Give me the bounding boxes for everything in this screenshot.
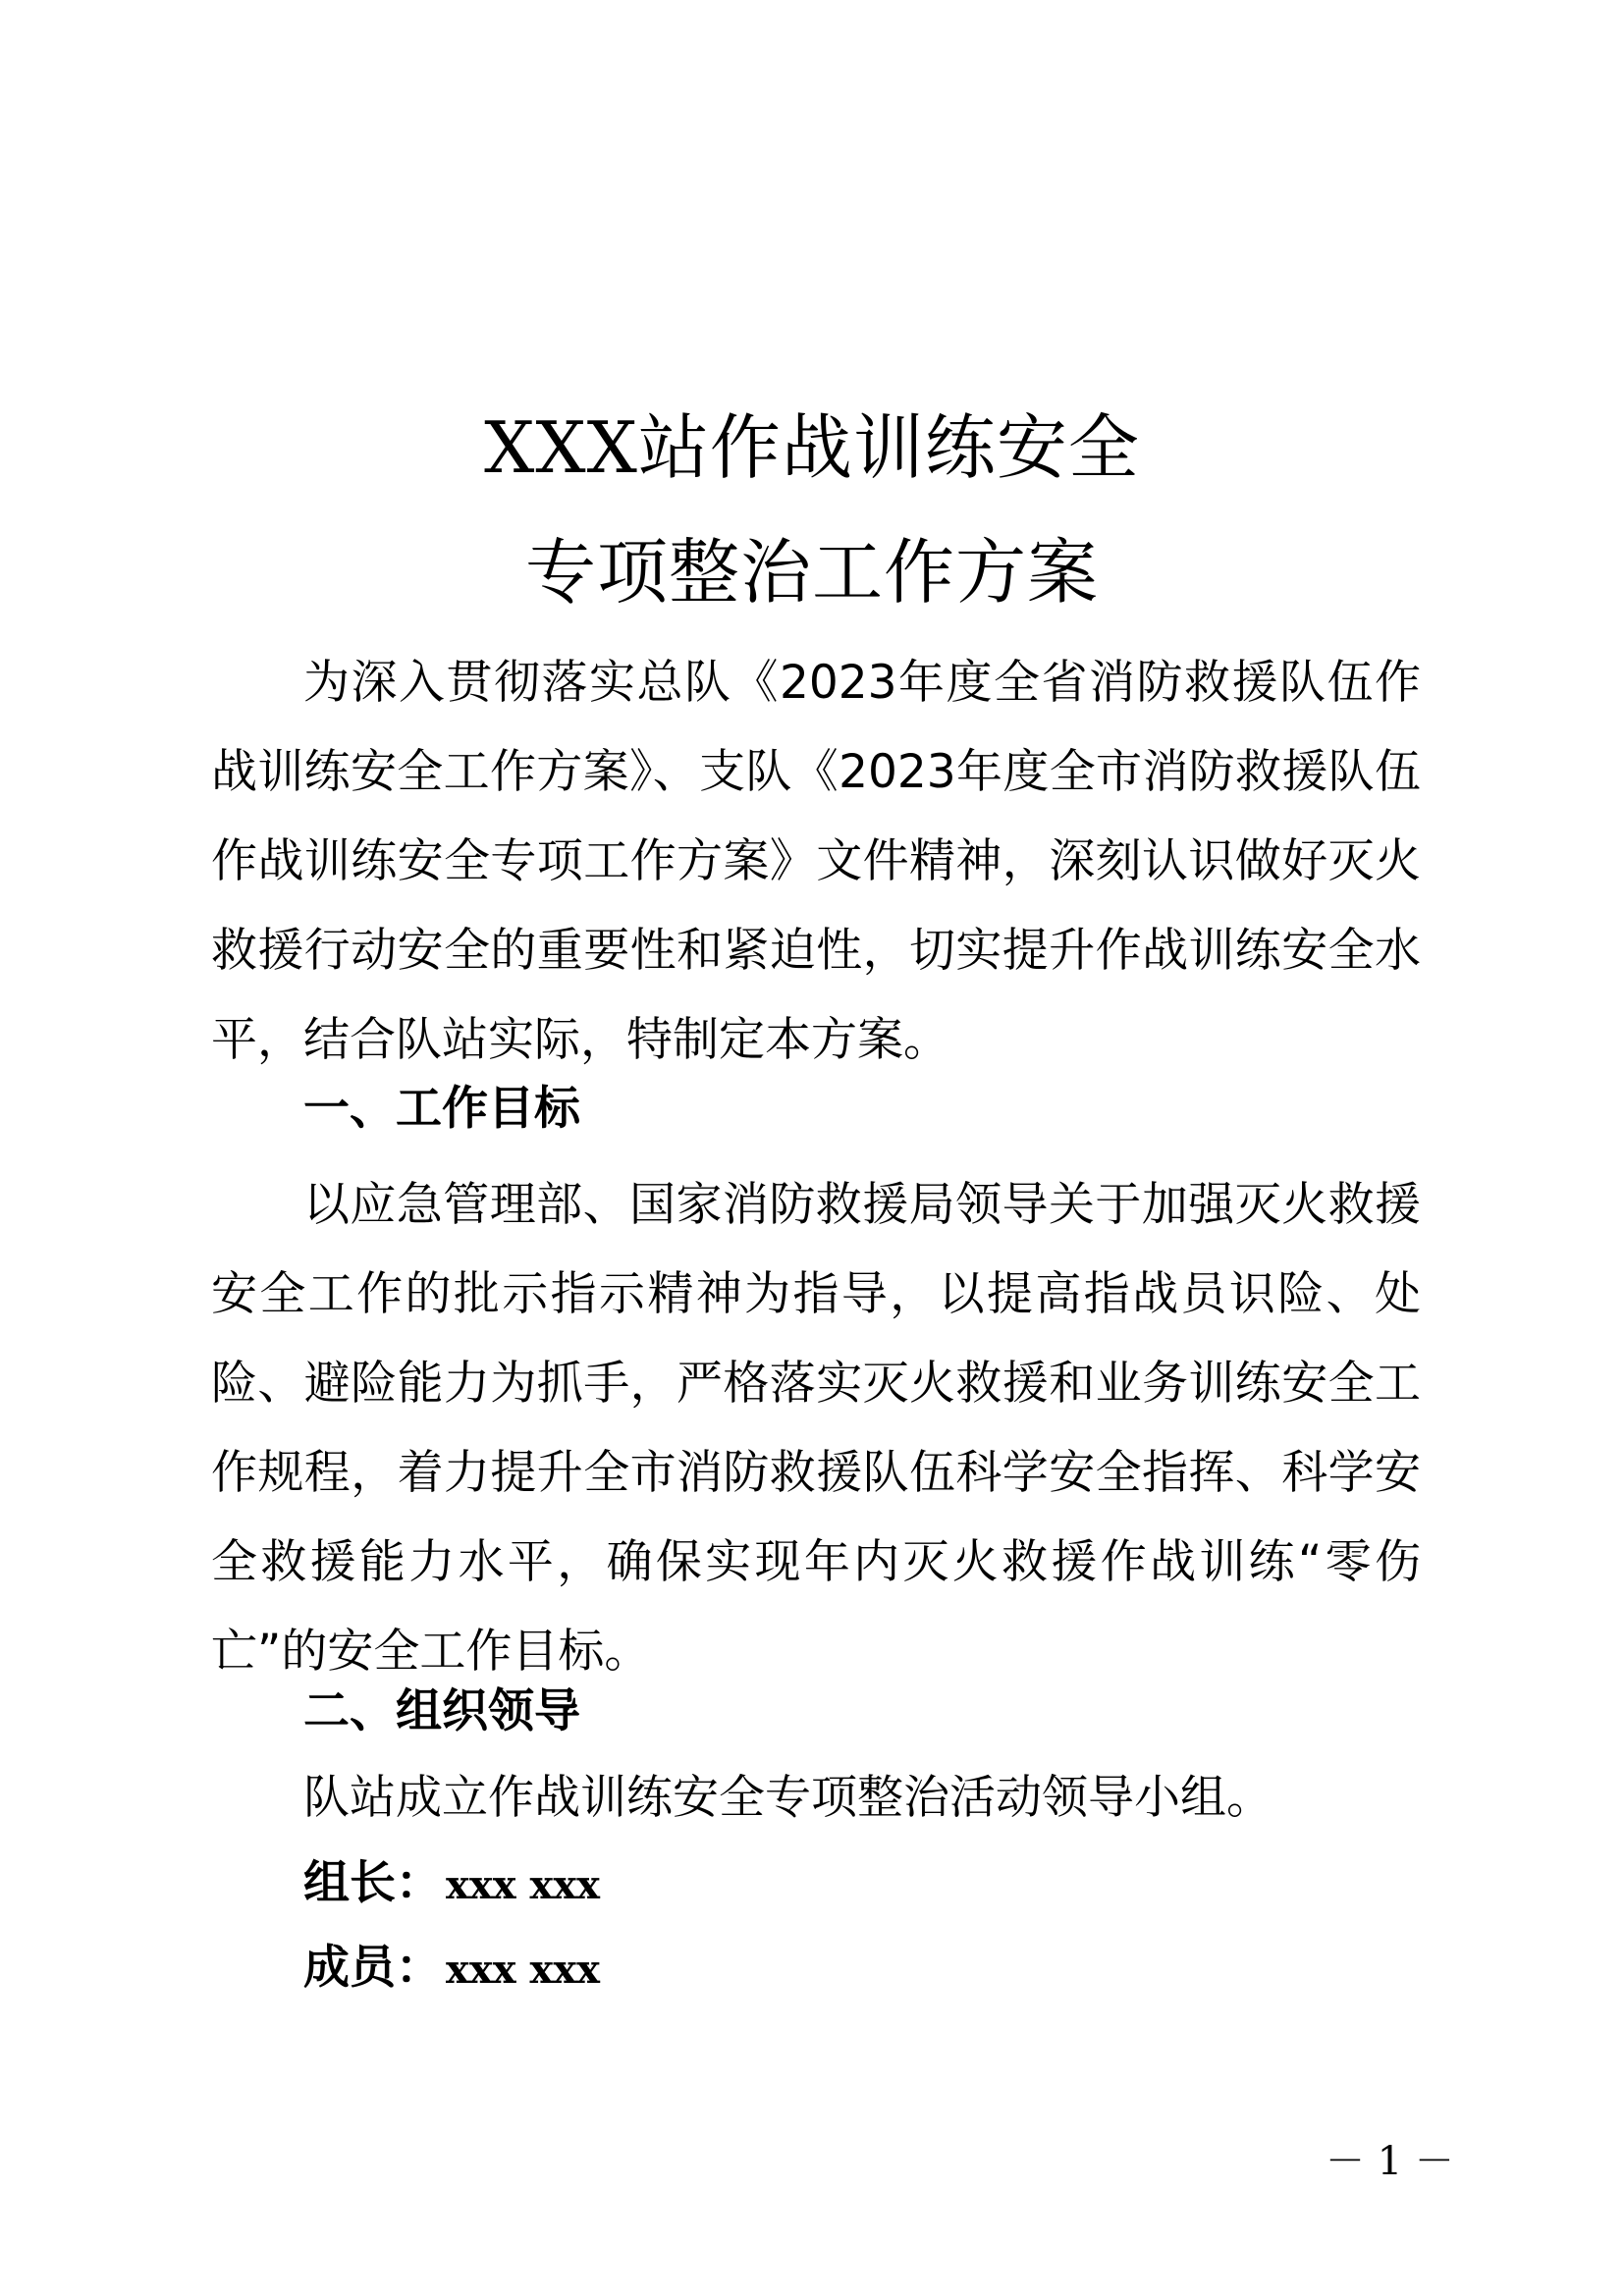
group-leader-label: 组长： <box>303 1856 442 1910</box>
section-1-heading: 一、工作目标 <box>303 1082 580 1136</box>
group-members-value: xxx xxx <box>446 1947 601 1993</box>
group-leader-value: xxx xxx <box>446 1862 601 1908</box>
intro-paragraph: 为深入贯彻落实总队《2023年度全省消防救援队伍作战训练安全工作方案》、支队《2023年度全市消防救援队伍作战训练安全专项工作方案》文件精神，深刻认识做好灭火救援行动安全的重要性和紧迫性，切实提升作战训练安全水平，结合队站实际，特制定本方案。 <box>211 656 1421 1067</box>
group-members-label: 成员： <box>303 1941 442 1995</box>
section-1-paragraph: 以应急管理部、国家消防救援局领导关于加强灭火救援安全工作的批示指示精神为指导，以提高指战员识险、处险、避险能力为抓手，严格落实灭火救援和业务训练安全工作规程，着力提升全市消防救援队伍科学安全指挥、科学安全救援能力水平，确保实现年内灭火救援作战训练“零伤亡”的安全工作目标。 <box>211 1178 1421 1679</box>
group-leader-line <box>303 1856 601 1910</box>
section-2-heading: 二、组织领导 <box>303 1684 580 1738</box>
document-title-line-1: XXX站作战训练安全 <box>484 406 1140 489</box>
page-number: － 1 － <box>1326 2139 1454 2184</box>
section-2-intro: 队站成立作战训练安全专项整治活动领导小组。 <box>303 1771 1272 1825</box>
group-members-line <box>303 1941 601 1995</box>
document-title-line-2: 专项整治工作方案 <box>524 531 1099 614</box>
